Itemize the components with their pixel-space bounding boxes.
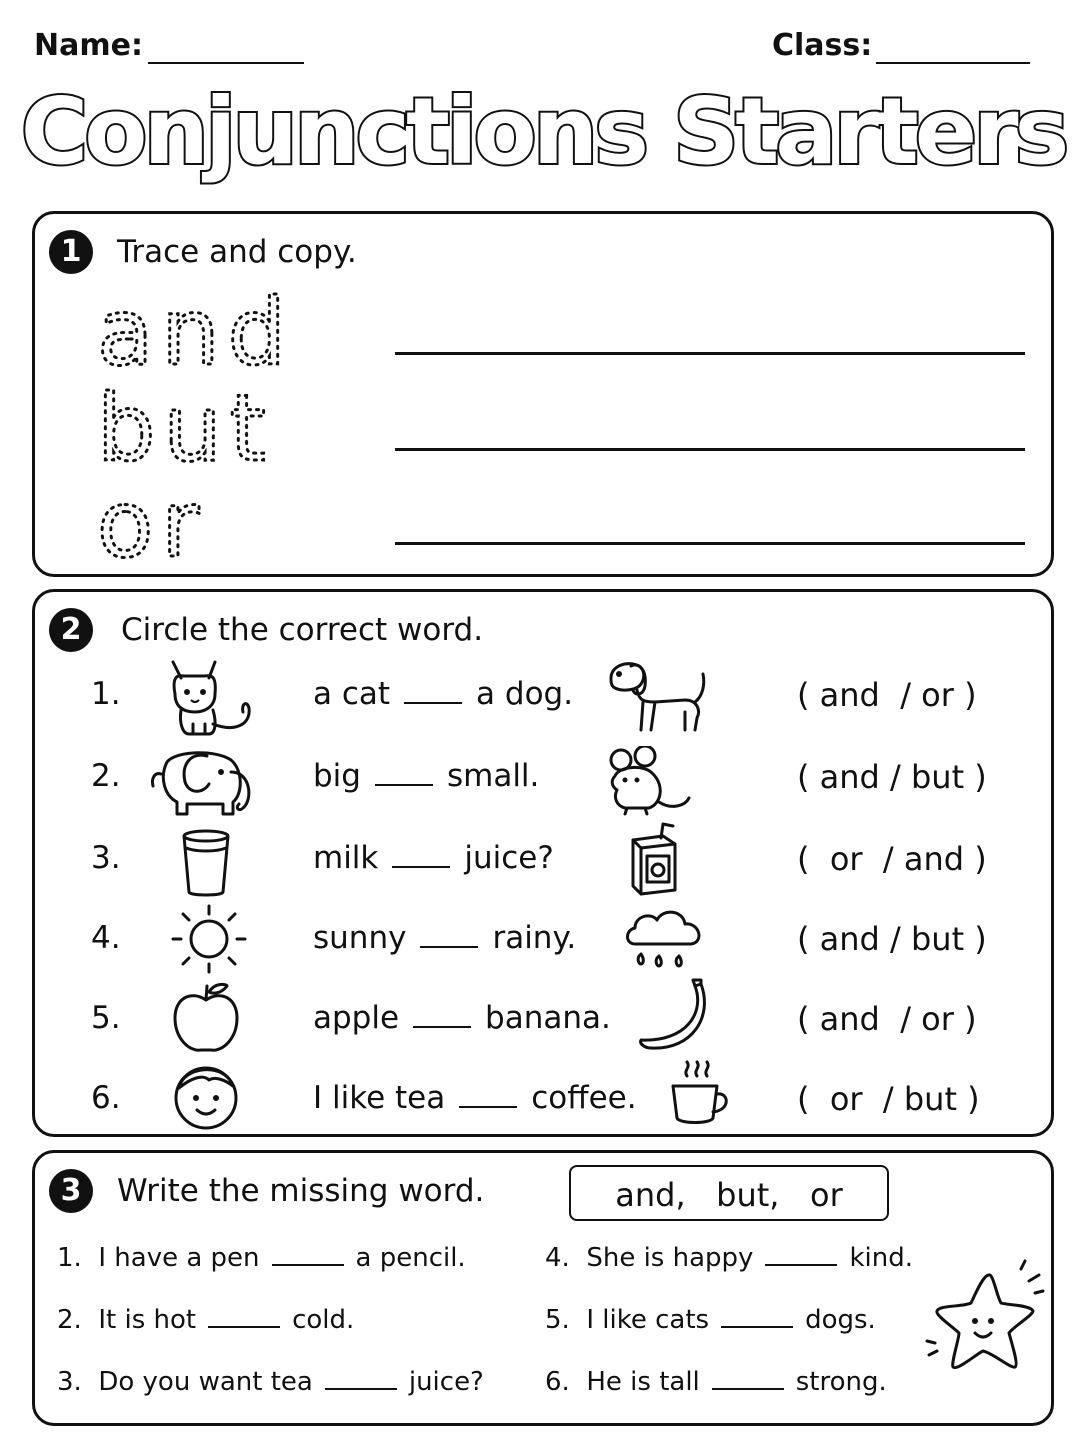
question-sentence: sunny rainy. (313, 920, 577, 956)
star-icon (917, 1257, 1047, 1387)
section-trace-and-copy (32, 211, 1054, 577)
glass-icon (181, 828, 231, 898)
list-item: 1. I have a pen a pencil. (57, 1243, 466, 1273)
section-instruction: Trace and copy. (117, 234, 357, 270)
choice-options[interactable]: ( and / but ) (797, 758, 987, 796)
question-row (35, 978, 1057, 1058)
section-badge: 2 (49, 608, 93, 652)
name-label: Name: (34, 28, 143, 63)
section-instruction: Write the missing word. (117, 1173, 485, 1209)
answer-blank[interactable] (765, 1244, 837, 1266)
answer-blank[interactable] (325, 1368, 397, 1390)
question-number: 1. (91, 676, 121, 712)
section-badge: 3 (49, 1169, 93, 1213)
name-field[interactable] (148, 62, 304, 64)
question-sentence: apple banana. (313, 1000, 611, 1036)
trace-word-or: or (97, 471, 208, 578)
question-row (35, 654, 1057, 734)
boy-face-icon (169, 1058, 243, 1132)
section-write-missing-word (32, 1150, 1054, 1426)
juice-box-icon (627, 822, 681, 896)
page-title: Conjunctions Starters (20, 78, 1066, 185)
question-row (35, 818, 1057, 898)
choice-options[interactable]: ( or / and ) (797, 840, 987, 878)
copy-line-or[interactable] (395, 542, 1025, 545)
section-instruction: Circle the correct word. (121, 612, 484, 648)
question-number: 3. (91, 840, 121, 876)
class-field[interactable] (876, 62, 1030, 64)
copy-line-but[interactable] (395, 448, 1025, 451)
answer-blank[interactable] (208, 1306, 280, 1328)
class-label: Class: (772, 28, 873, 63)
question-number: 2. (91, 758, 121, 794)
answer-blank[interactable] (721, 1306, 793, 1328)
banana-icon (635, 978, 711, 1052)
answer-blank[interactable] (420, 920, 478, 948)
question-sentence: milk juice? (313, 840, 554, 876)
word-bank: and, but, or (569, 1165, 889, 1221)
answer-blank[interactable] (459, 1080, 517, 1108)
question-sentence: a cat a dog. (313, 676, 574, 712)
answer-blank[interactable] (404, 676, 462, 704)
question-row (35, 1058, 1057, 1138)
answer-blank[interactable] (272, 1244, 344, 1266)
section-circle-correct-word (32, 589, 1054, 1137)
choice-options[interactable]: ( and / or ) (797, 676, 977, 714)
sun-icon (169, 904, 249, 974)
choice-options[interactable]: ( or / but ) (797, 1080, 980, 1118)
list-item: 2. It is hot cold. (57, 1305, 355, 1335)
mouse-icon (605, 746, 697, 820)
rain-cloud-icon (623, 906, 707, 972)
question-number: 6. (91, 1080, 121, 1116)
list-item: 4. She is happy kind. (545, 1243, 913, 1273)
choice-options[interactable]: ( and / but ) (797, 920, 987, 958)
elephant-icon (147, 742, 259, 820)
answer-blank[interactable] (712, 1368, 784, 1390)
apple-icon (171, 980, 241, 1054)
trace-words (91, 280, 391, 580)
question-row (35, 898, 1057, 978)
choice-options[interactable]: ( and / or ) (797, 1000, 977, 1038)
copy-line-and[interactable] (395, 352, 1025, 355)
question-row (35, 738, 1057, 818)
answer-blank[interactable] (392, 840, 450, 868)
question-sentence: big small. (313, 758, 540, 794)
question-sentence: I like tea coffee. (313, 1080, 637, 1116)
list-item: 5. I like cats dogs. (545, 1305, 876, 1335)
trace-word-but: but (97, 375, 274, 482)
question-number: 5. (91, 1000, 121, 1036)
cat-icon (163, 654, 263, 738)
section-badge: 1 (49, 230, 93, 274)
trace-word-and: and (97, 280, 295, 386)
list-item: 3. Do you want tea juice? (57, 1367, 484, 1397)
dog-icon (605, 656, 715, 736)
answer-blank[interactable] (413, 1000, 471, 1028)
question-number: 4. (91, 920, 121, 956)
answer-blank[interactable] (375, 758, 433, 786)
list-item: 6. He is tall strong. (545, 1367, 887, 1397)
coffee-cup-icon (667, 1058, 737, 1130)
